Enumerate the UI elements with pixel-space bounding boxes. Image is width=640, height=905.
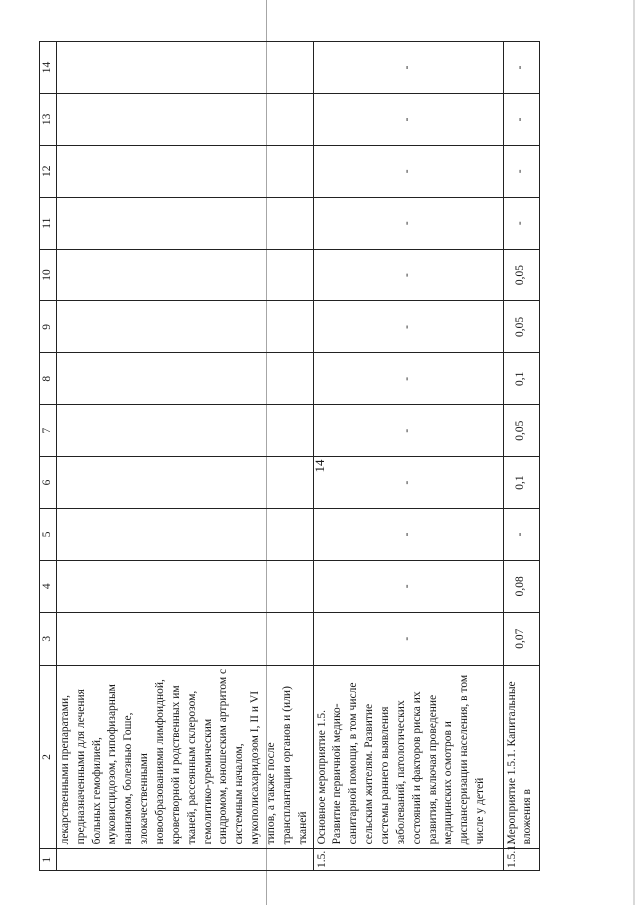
table-row-1-5	[313, 42, 503, 871]
value-cell	[56, 508, 313, 560]
header-cell: 4	[40, 560, 57, 612]
header-cell: 6	[40, 457, 57, 509]
header-cell: 3	[40, 612, 57, 665]
value-cell: -	[313, 145, 503, 197]
header-cell: 7	[40, 405, 57, 457]
value-cell	[56, 405, 313, 457]
row-description: Основное мероприятие 1.5. Развитие первичной медико-санитарной помощи, в том числе сельским жителям. Развитие системы раннего выявления заболеваний, патологических состояний и факторов риска их развития, включая проведение медицинских осмотров и диспансеризации населения, в том числе у детей	[313, 665, 503, 849]
value-cell: -	[503, 42, 539, 94]
value-cell: 0,1	[503, 457, 539, 509]
header-cell: 13	[40, 93, 57, 145]
value-cell: 0,08	[503, 560, 539, 612]
program-table	[39, 41, 540, 871]
value-cell	[56, 457, 313, 509]
value-cell: -	[313, 249, 503, 301]
table-row-1-5-1	[503, 42, 539, 871]
row-code	[56, 849, 313, 871]
row-code: 1.5.	[313, 849, 503, 871]
row-code: 1.5.1.	[503, 849, 539, 871]
value-cell: -	[313, 353, 503, 405]
value-cell	[56, 612, 313, 665]
header-row	[40, 42, 57, 871]
value-cell: 0,05	[503, 405, 539, 457]
rotated-table-wrapper	[39, 41, 587, 871]
value-cell: -	[313, 197, 503, 249]
value-cell: -	[313, 508, 503, 560]
header-cell: 2	[40, 665, 57, 849]
header-cell: 10	[40, 249, 57, 301]
value-cell: -	[313, 457, 503, 509]
value-cell: 0,1	[503, 353, 539, 405]
value-cell	[56, 197, 313, 249]
row-description: лекарственными препаратами, предназначенными для лечения больных гемофилией, муковисцидозом, гипофизарным нанизмом, болезнью Гоше, злокачественными новообразованиями лимфоидной, кроветворной и родственных им тканей, рассеянным склерозом, гемолитико-уремическим синдромом, юношеским артритом с системным началом, мукополисахаридозом I, II и VI типов, а также после трансплантации органов и (или) тканей	[56, 665, 313, 849]
header-cell: 12	[40, 145, 57, 197]
value-cell	[56, 42, 313, 94]
value-cell	[56, 145, 313, 197]
value-cell: -	[313, 612, 503, 665]
page-number: 14	[312, 459, 327, 473]
table-row-continuation	[56, 42, 313, 871]
value-cell: -	[313, 93, 503, 145]
value-cell: 0,05	[503, 301, 539, 353]
header-cell: 14	[40, 42, 57, 94]
value-cell: -	[313, 42, 503, 94]
value-cell	[56, 249, 313, 301]
header-cell: 1	[40, 849, 57, 871]
header-cell: 9	[40, 301, 57, 353]
value-cell: -	[313, 405, 503, 457]
value-cell	[56, 353, 313, 405]
value-cell	[56, 93, 313, 145]
value-cell: -	[503, 93, 539, 145]
value-cell: -	[313, 301, 503, 353]
value-cell: 0,07	[503, 612, 539, 665]
header-cell: 8	[40, 353, 57, 405]
value-cell	[56, 301, 313, 353]
header-cell: 5	[40, 508, 57, 560]
scan-edge-shadow	[633, 0, 635, 905]
value-cell: -	[503, 145, 539, 197]
header-cell: 11	[40, 197, 57, 249]
value-cell: -	[313, 560, 503, 612]
row-description: Мероприятие 1.5.1. Капитальные вложения в	[503, 665, 539, 849]
value-cell: 0,05	[503, 249, 539, 301]
value-cell	[56, 560, 313, 612]
value-cell: -	[503, 508, 539, 560]
value-cell: -	[503, 197, 539, 249]
